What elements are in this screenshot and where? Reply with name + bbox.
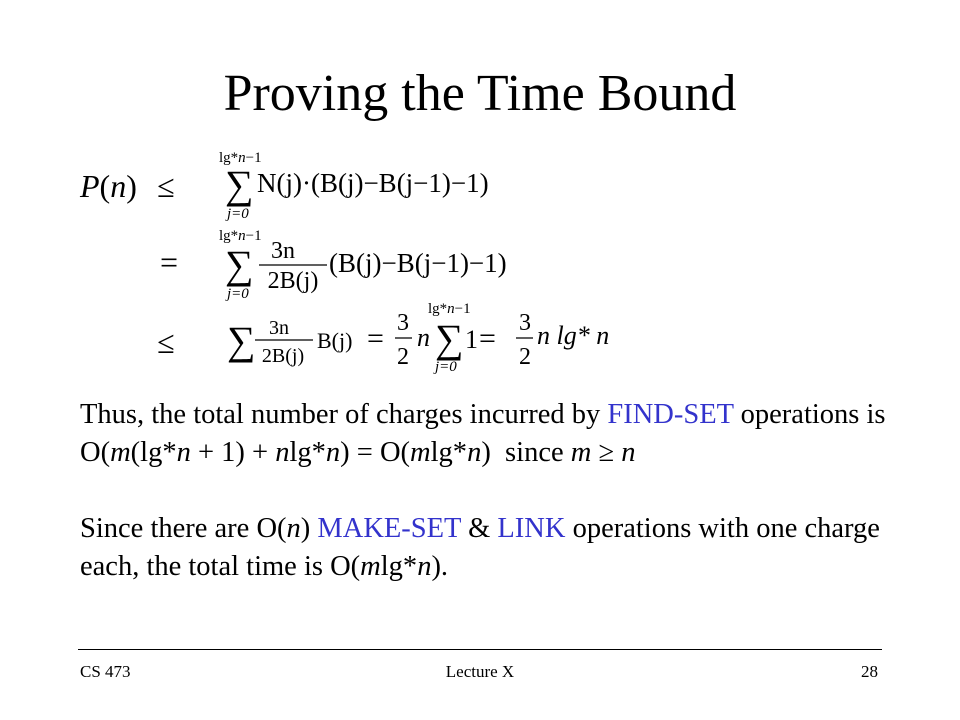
fraction-denominator: 2B(j) <box>261 345 305 367</box>
var-n: n <box>275 437 290 468</box>
text: lg* <box>380 551 418 582</box>
footer-page-number: 28 <box>861 662 878 681</box>
line2-term: (B(j)−B(j−1)−1) <box>329 248 507 278</box>
three-half-den: 2 <box>397 344 409 370</box>
paragraph-total-time <box>80 510 900 586</box>
var-n: n <box>417 551 432 582</box>
text: ) <box>300 513 318 544</box>
line1-term: N(j)·(B(j)−B(j−1)−1) <box>257 168 489 198</box>
fraction-denominator: 2B(j) <box>267 268 319 294</box>
n-lg-star-n: n lg* n <box>537 321 610 350</box>
var-n: n <box>176 437 191 468</box>
equation-line-3 <box>225 300 615 380</box>
var-m: m <box>110 437 131 468</box>
text: operations is O( <box>80 399 886 468</box>
text: Thus, the total number of charges incurred by <box>80 399 608 430</box>
footer-divider <box>78 649 882 650</box>
text: lg* <box>289 437 326 468</box>
make-set-keyword: MAKE-SET <box>317 513 461 544</box>
var-m: m <box>410 437 431 468</box>
lhs-n: n <box>110 168 127 204</box>
sum-lower-limit: j=0 <box>227 286 249 302</box>
footer-course: CS 473 <box>80 662 131 681</box>
one-term: 1 <box>465 325 478 354</box>
link-keyword: LINK <box>497 513 566 544</box>
var-n: n <box>286 513 301 544</box>
sum-upper-limit: lg*n−1 <box>219 228 262 244</box>
equals-1: = <box>367 322 384 355</box>
summation-sign: ∑ <box>227 318 256 363</box>
footer-lecture: Lecture X <box>445 662 515 681</box>
n-factor: n <box>417 323 430 352</box>
var-n: n <box>467 437 482 468</box>
paragraph-charges <box>80 396 900 472</box>
find-set-keyword: FIND-SET <box>607 399 734 430</box>
summation-sign: ∑ <box>225 242 254 287</box>
var-m: m <box>360 551 381 582</box>
text: ≥ <box>591 437 622 468</box>
text: & <box>460 513 498 544</box>
sum-upper-limit: lg*n−1 <box>219 150 262 166</box>
text: operations with one charge each, the total time is O( <box>80 513 880 582</box>
relation-leq-2: ≤ <box>157 324 175 360</box>
fraction-numerator: 3n <box>271 238 295 264</box>
text: + 1) + <box>190 437 276 468</box>
text: ) = O( <box>340 437 411 468</box>
text: ) since <box>481 437 571 468</box>
sum-upper-limit: lg*n−1 <box>428 301 471 317</box>
fraction-numerator: 3n <box>269 317 289 339</box>
text: (lg* <box>130 437 177 468</box>
var-n: n <box>621 437 636 468</box>
relation-eq: = <box>160 244 179 280</box>
summation-sign: ∑ <box>225 162 254 207</box>
sum-lower-limit: j=0 <box>435 359 457 375</box>
equation-line-1 <box>215 148 545 223</box>
text: Since there are O( <box>80 513 287 544</box>
three-half-num-2: 3 <box>519 310 531 336</box>
var-n: n <box>325 437 341 468</box>
sum-lower-limit: j=0 <box>227 206 249 222</box>
times-b-of-j: B(j) <box>317 328 353 353</box>
text: lg* <box>430 437 468 468</box>
text: ). <box>431 551 449 582</box>
summation-sign: ∑ <box>435 316 464 361</box>
three-half-num: 3 <box>397 310 409 336</box>
slide-title: Proving the Time Bound <box>223 65 737 122</box>
lhs-p: P <box>80 168 100 204</box>
equation-line-2 <box>215 226 545 306</box>
equation-lhs: P(n) <box>80 168 137 204</box>
relation-leq-1: ≤ <box>157 168 175 204</box>
var-m: m <box>570 437 592 468</box>
equals-2: = <box>479 322 496 355</box>
three-half-den-2: 2 <box>519 344 531 370</box>
